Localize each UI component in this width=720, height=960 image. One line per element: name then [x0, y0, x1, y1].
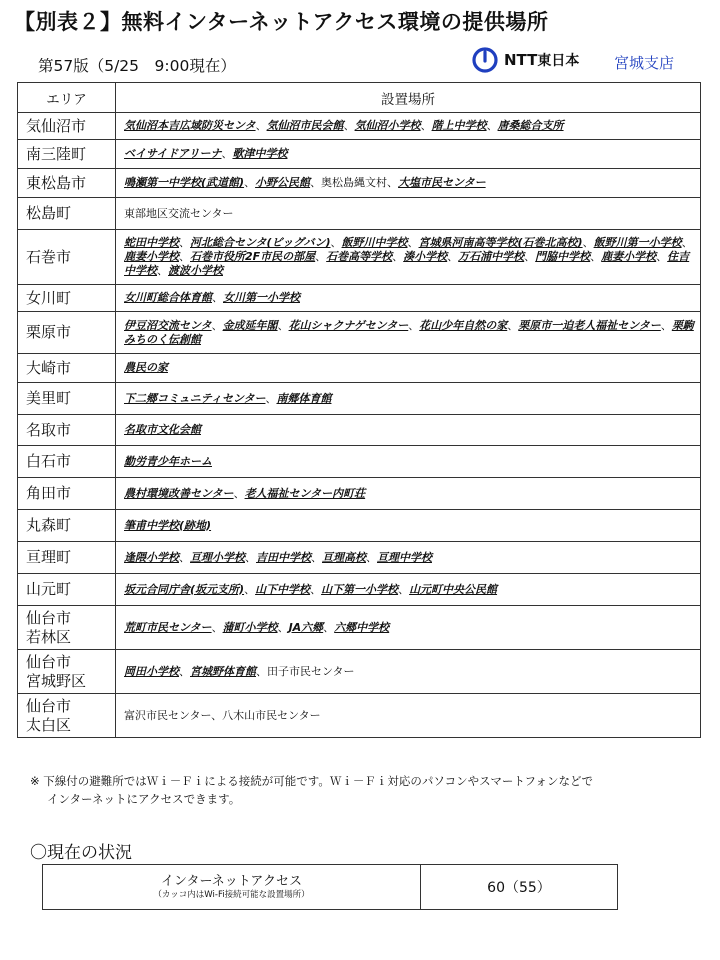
wifi-location: 栗原市一迫老人福祉センター: [518, 318, 661, 332]
location-text: 富沢市民センター、八木山市民センター: [124, 708, 321, 722]
places-cell: [116, 650, 701, 694]
wifi-location: 気仙沼小学校: [354, 119, 421, 132]
table-row: [18, 446, 701, 478]
location-text: 、: [212, 291, 223, 304]
wifi-location: 下二郷コミュニティセンター: [124, 391, 266, 405]
area-cell: 栗原市: [18, 312, 116, 354]
location-text: 、: [244, 582, 256, 596]
places-cell: [116, 606, 701, 650]
area-cell: 丸森町: [18, 510, 116, 542]
location-text: 、: [582, 236, 594, 249]
wifi-location: 逢隈小学校: [124, 550, 179, 564]
table-row: [18, 542, 701, 574]
table-row: [18, 230, 701, 285]
location-text: 、: [420, 119, 432, 132]
location-text: 、: [398, 582, 410, 596]
location-text: 、: [233, 486, 245, 500]
area-cell: 山元町: [18, 574, 116, 606]
edition-label: 第57版（5/25 9:00現在）: [38, 57, 236, 75]
area-cell: 白石市: [18, 446, 116, 478]
location-text: 、: [330, 236, 342, 249]
area-cell: 大崎市: [18, 354, 116, 383]
wifi-location: 花山少年自然の家: [419, 318, 508, 332]
location-text: 、奥松島縄文村、: [310, 176, 399, 189]
column-header-area: エリア: [18, 83, 116, 113]
wifi-location: 渡波小学校: [168, 264, 223, 277]
ntt-logo-sub: 東日本: [537, 53, 580, 69]
location-text: 、: [245, 550, 256, 564]
wifi-location: 万石浦中学校: [458, 250, 525, 263]
places-cell: [116, 694, 701, 738]
wifi-location: JA六郷: [288, 620, 324, 634]
wifi-location: 荒町市民センター: [124, 620, 212, 634]
table-row: [18, 312, 701, 354]
places-cell: [116, 446, 701, 478]
wifi-location: 金成延年閣: [222, 318, 278, 332]
wifi-location: 蛇田中学校: [124, 236, 179, 249]
area-cell: 石巻市: [18, 230, 116, 285]
location-text: 、: [265, 391, 277, 405]
location-text: 、: [244, 176, 256, 189]
places-cell: [116, 478, 701, 510]
wifi-location: 河北総合センタ(ビッグバン): [190, 236, 331, 249]
ntt-logo: [472, 47, 579, 73]
area-cell: 気仙沼市: [18, 113, 116, 140]
area-cell: 仙台市 太白区: [18, 694, 116, 738]
location-text: 、: [323, 620, 335, 634]
wifi-location: 山下中学校: [255, 582, 311, 596]
table-row: [18, 354, 701, 383]
wifi-location: 名取市文化会館: [124, 423, 201, 436]
location-text: 、田子市民センター: [256, 664, 355, 678]
location-text: 、: [311, 550, 322, 564]
status-section-title: 〇現在の状況: [30, 843, 132, 863]
wifi-location: 鹿妻小学校: [601, 250, 657, 263]
wifi-location: 住吉中学校: [124, 250, 690, 277]
wifi-note: [30, 772, 593, 808]
places-cell: [116, 198, 701, 230]
table-body: [18, 113, 701, 738]
location-text: 、: [310, 582, 322, 596]
location-text: 、: [407, 236, 419, 249]
location-text: 、: [315, 250, 327, 263]
location-text: 、: [343, 119, 355, 132]
wifi-location: 亘理小学校: [190, 550, 245, 564]
wifi-location: 階上中学校: [431, 119, 487, 132]
location-text: 、: [524, 250, 536, 263]
wifi-location: 筆甫中学校(跡地): [124, 518, 212, 532]
table-row: [18, 169, 701, 198]
area-cell: 東松島市: [18, 169, 116, 198]
status-label-cell: [43, 865, 421, 910]
location-text: 、: [660, 318, 672, 332]
location-text: 、: [590, 250, 602, 263]
area-cell: 女川町: [18, 285, 116, 312]
area-cell: 仙台市 宮城野区: [18, 650, 116, 694]
wifi-location: 飯野川第一小学校: [593, 236, 682, 249]
wifi-location: 六郷中学校: [334, 620, 390, 634]
wifi-location: 石巻高等学校: [326, 250, 393, 263]
location-text: 、: [507, 318, 519, 332]
wifi-location: 鳴瀬第一中学校(武道館): [124, 176, 245, 189]
area-cell: 松島町: [18, 198, 116, 230]
column-header-place: 設置場所: [116, 83, 701, 113]
area-cell: 南三陸町: [18, 140, 116, 169]
wifi-location: 山元町中央公民館: [409, 582, 498, 596]
location-text: 、: [486, 119, 498, 132]
table-row: [18, 113, 701, 140]
table-row: [18, 574, 701, 606]
places-cell: [116, 169, 701, 198]
table-row: [18, 510, 701, 542]
table-row: [18, 383, 701, 415]
places-cell: [116, 113, 701, 140]
status-label: インターネットアクセス: [160, 873, 303, 889]
wifi-location: 花山シャクナゲセンター: [288, 318, 409, 332]
wifi-location: 農村環境改善センター: [124, 486, 234, 500]
table-header-row: [18, 83, 701, 113]
status-value: 60（55）: [421, 865, 618, 910]
places-cell: [116, 415, 701, 446]
table-row: [18, 140, 701, 169]
location-text: 、: [157, 264, 168, 277]
area-cell: 角田市: [18, 478, 116, 510]
table-row: [18, 198, 701, 230]
wifi-location: 坂元合同庁舎(坂元支所): [124, 582, 245, 596]
wifi-location: 吉田中学校: [256, 550, 311, 564]
wifi-location: 大塩市民センター: [398, 176, 486, 189]
places-cell: [116, 285, 701, 312]
location-text: 、: [221, 147, 233, 160]
location-text: 、: [179, 250, 190, 263]
area-cell: 亘理町: [18, 542, 116, 574]
wifi-location: 栗駒みちのく伝創館: [124, 318, 694, 346]
wifi-note-line1: ※ 下線付の避難所ではＷｉ－Ｆｉによる接続が可能です。Ｗｉ－Ｆｉ対応のパソコンやスマートフォンなどで: [30, 774, 593, 788]
wifi-location: 山下第一小学校: [321, 582, 399, 596]
location-text: 東部地区交流センター: [124, 206, 234, 220]
area-cell: 名取市: [18, 415, 116, 446]
wifi-location: 亘理中学校: [377, 550, 432, 564]
wifi-location: 気仙沼市民会館: [266, 119, 344, 132]
table-row: [18, 415, 701, 446]
wifi-location: 飯野川中学校: [341, 236, 408, 249]
wifi-location: 湊小学校: [403, 250, 448, 263]
ntt-logo-icon: [472, 47, 498, 73]
wifi-location: 鹿妻小学校: [124, 250, 179, 263]
wifi-location: 小野公民館: [255, 176, 311, 189]
location-text: 、: [255, 119, 267, 132]
places-cell: [116, 230, 701, 285]
location-text: 、: [392, 250, 404, 263]
location-text: 、: [681, 236, 693, 249]
location-text: 、: [211, 620, 223, 634]
location-text: 、: [179, 550, 190, 564]
places-cell: [116, 140, 701, 169]
wifi-location: 南郷体育館: [276, 391, 332, 405]
wifi-location: 勤労青少年ホーム: [124, 454, 212, 468]
wifi-location: 気仙沼本吉広域防災センタ: [124, 119, 256, 132]
wifi-location: ベイサイドアリーナ: [124, 147, 222, 160]
wifi-location: 農民の家: [124, 361, 168, 374]
wifi-location: 宮城野体育館: [190, 664, 256, 678]
wifi-location: 歌津中学校: [232, 147, 288, 160]
wifi-location: 門脇中学校: [535, 250, 591, 263]
table-row: [18, 285, 701, 312]
wifi-location: 伊豆沼交流センタ: [124, 318, 212, 332]
status-sublabel: （カッコ内はWi-Fi接続可能な設置場所）: [153, 889, 310, 900]
table-row: [18, 650, 701, 694]
location-text: 、: [211, 318, 223, 332]
status-table: [42, 864, 618, 910]
status-row: [43, 865, 618, 910]
wifi-location: 女川町総合体育館: [124, 291, 212, 304]
wifi-location: 女川第一小学校: [223, 291, 300, 304]
wifi-location: 亘理高校: [322, 550, 366, 564]
wifi-location: 蒲町小学校: [222, 620, 278, 634]
places-cell: [116, 574, 701, 606]
location-text: 、: [179, 664, 190, 678]
wifi-location: 宮城県河南高等学校(石巻北高校): [418, 236, 583, 249]
ntt-logo-text: NTT: [504, 51, 538, 69]
wifi-location: 石巻市役所2F市民の部屋: [190, 250, 316, 263]
location-text: 、: [447, 250, 459, 263]
places-cell: [116, 542, 701, 574]
location-text: 、: [277, 318, 289, 332]
table-row: [18, 478, 701, 510]
location-text: 、: [408, 318, 420, 332]
places-cell: [116, 510, 701, 542]
location-text: 、: [277, 620, 289, 634]
wifi-location: 唐桑総合支所: [497, 119, 564, 132]
locations-table: [17, 82, 701, 738]
places-cell: [116, 354, 701, 383]
location-text: 、: [656, 250, 668, 263]
location-text: 、: [366, 550, 377, 564]
wifi-location: 岡田小学校: [124, 664, 179, 678]
wifi-location: 老人福祉センター内町荘: [244, 486, 366, 500]
places-cell: [116, 383, 701, 415]
location-text: 、: [179, 236, 190, 249]
area-cell: 美里町: [18, 383, 116, 415]
page-title: 【別表２】無料インターネットアクセス環境の提供場所: [14, 10, 549, 34]
table-row: [18, 606, 701, 650]
area-cell: 仙台市 若林区: [18, 606, 116, 650]
places-cell: [116, 312, 701, 354]
table-row: [18, 694, 701, 738]
branch-label: 宮城支店: [614, 54, 675, 72]
wifi-note-line2: インターネットにアクセスできます。: [47, 792, 241, 806]
